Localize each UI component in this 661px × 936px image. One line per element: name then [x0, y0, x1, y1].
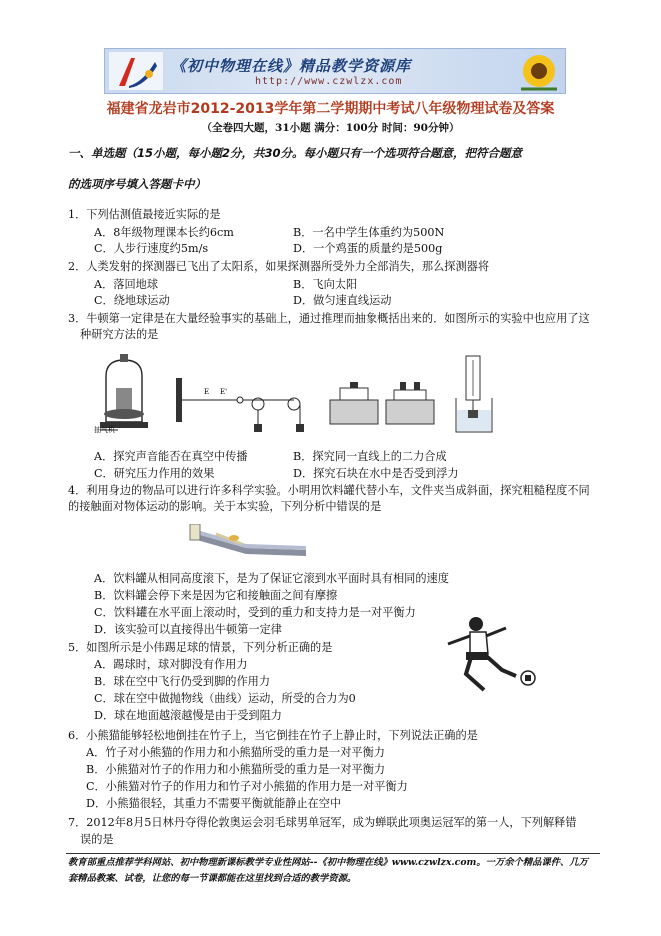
site-logo-icon — [109, 52, 163, 90]
q7-stem: 7．2012年8月5日林丹夺得伦敦奥运会羽毛球男单冠军，成为蝉联此项奥运冠军的第一人，下列解释错 — [68, 816, 577, 829]
q2-option-d: D．做匀速直线运动 — [293, 294, 392, 307]
q2-stem: 2．人类发射的探测器已飞出了太阳系，如果探测器所受外力全部消失，那么探测器将 — [68, 260, 490, 273]
footer-divider — [66, 853, 600, 854]
pressure-effect-figure — [328, 378, 436, 428]
section-heading-cont: 的选项序号填入答题卡中） — [68, 177, 206, 191]
q1-option-d: D．一个鸡蛋的质量约是500g — [293, 242, 443, 255]
q4-stem: 4．利用身边的物品可以进行许多科学实验。小明用饮料罐代替小车，文件夹当成斜面，探究粗糙程度不同 — [68, 484, 590, 497]
site-banner — [104, 48, 566, 94]
q6-option-d: D．小熊猫很轻，其重力不需要平衡就能静止在空中 — [86, 797, 342, 810]
buoyancy-figure — [452, 352, 496, 436]
q5-stem: 5．如图所示是小伟踢足球的情景，下列分析正确的是 — [68, 641, 333, 654]
q4-option-d: D．该实验可以直接得出牛顿第一定律 — [94, 623, 282, 636]
section-heading: 一、单选题（15小题，每小题2分，共30分。每小题只有一个选项符合题意，把符合题意 — [68, 146, 523, 160]
q2-option-c: C．绕地球运动 — [94, 294, 170, 307]
footer-line-2: 套精品教案、试卷，让您的每一节课都能在这里找到合适的教学资源。 — [68, 873, 357, 884]
sunflower-icon — [517, 51, 561, 91]
q5-option-a: A．踢球时，球对脚没有作用力 — [94, 658, 248, 671]
svg-text:E': E' — [220, 388, 228, 396]
q4-stem-cont: 的接触面对物体运动的影响。关于本实验，下列分析中错误的是 — [68, 500, 382, 513]
ramp-figure — [186, 524, 310, 558]
q3-stem-cont: 种研究方法的是 — [80, 328, 159, 341]
q6-stem: 6．小熊猫能够轻松地倒挂在竹子上，当它倒挂在竹子上静止时，下列说法正确的是 — [68, 729, 478, 742]
svg-text:E: E — [204, 388, 210, 396]
q1-option-a: A．8年级物理课本长约6cm — [94, 226, 234, 239]
page-title: 福建省龙岩市2012-2013学年第二学期期中考试八年级物理试卷及答案 — [106, 101, 555, 117]
q3-option-d: D．探究石块在水中是否受到浮力 — [293, 467, 459, 480]
bell-jar-figure — [96, 352, 152, 434]
q4-option-b: B．饮料罐会停下来是因为它和接触面之间有摩擦 — [94, 589, 338, 602]
q5-option-c: C．球在空中做抛物线（曲线）运动，所受的合力为0 — [94, 692, 356, 705]
exam-subtitle: （全卷四大题，31小题 满分：100分 时间：90分钟） — [201, 122, 460, 134]
q4-option-a: A．饮料罐从相同高度滚下，是为了保证它滚到水平面时具有相同的速度 — [94, 572, 449, 585]
q1-option-c: C．人步行速度约5m/s — [94, 242, 209, 255]
q2-option-b: B．飞向太阳 — [293, 278, 358, 291]
banner-title: 《初中物理在线》精品教学资源库 — [171, 57, 412, 75]
banner-url[interactable]: http://www.czwlzx.com — [255, 76, 403, 87]
q4-option-c: C．饮料罐在水平面上滚动时，受到的重力和支持力是一对平衡力 — [94, 606, 416, 619]
q6-option-a: A．竹子对小熊猫的作用力和小熊猫所受的重力是一对平衡力 — [86, 746, 385, 759]
q1-stem: 1．下列估测值最接近实际的是 — [68, 208, 221, 221]
q3-option-a: A．探究声音能否在真空中传播 — [94, 450, 248, 463]
q6-option-c: C．小熊猫对竹子的作用力和竹子对小熊猫的作用力是一对平衡力 — [86, 780, 408, 793]
q1-option-b: B．一名中学生体重约为500N — [293, 226, 445, 239]
soccer-player-figure — [436, 614, 540, 696]
q3-stem: 3．牛顿第一定律是在大量经验事实的基础上，通过推理而抽象概括出来的．如图所示的实验中也应用了这 — [68, 312, 590, 325]
footer-line-1: 教育部重点推荐学科网站、初中物理新课标教学专业性网站--《初中物理在线》www.czwlzx.com。一万余个精品课件、几万 — [68, 857, 588, 868]
q3-fig-label: 抽气机 — [94, 426, 115, 434]
q5-option-b: B．球在空中飞行仍受到脚的作用力 — [94, 675, 271, 688]
force-combination-figure — [174, 374, 314, 436]
q6-option-b: B．小熊猫对竹子的作用力和小熊猫所受的重力是一对平衡力 — [86, 763, 386, 776]
q2-option-a: A．落回地球 — [94, 278, 159, 291]
q3-option-c: C．研究压力作用的效果 — [94, 467, 215, 480]
q7-stem-cont: 误的是 — [80, 833, 114, 846]
q3-option-b: B．探究同一直线上的二力合成 — [293, 450, 447, 463]
q5-option-d: D．球在地面越滚越慢是由于受到阻力 — [94, 709, 282, 722]
